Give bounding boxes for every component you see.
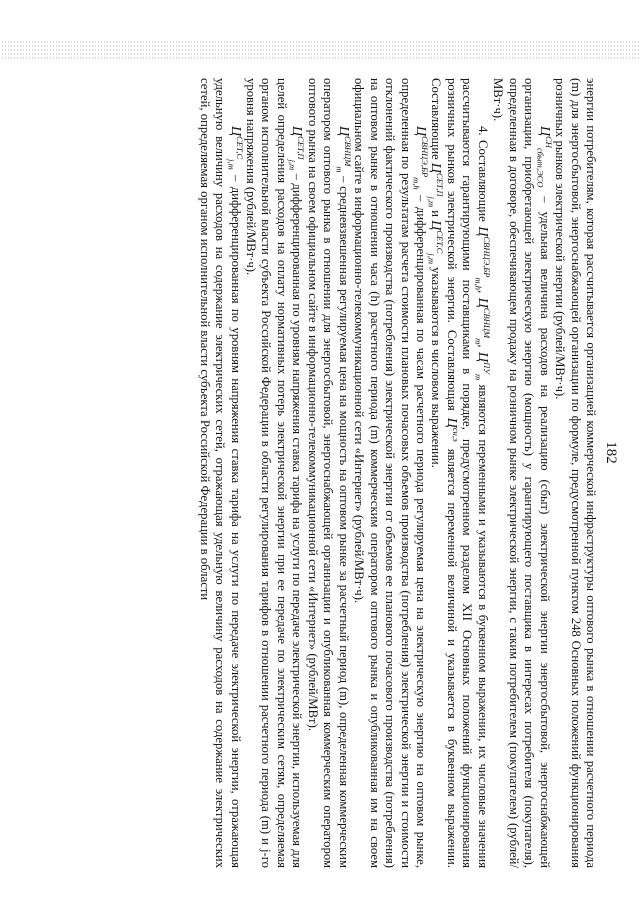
formula-superscript: СЕТ,П bbox=[296, 136, 307, 160]
formula-symbol-base: Ц bbox=[227, 126, 243, 137]
document-body bbox=[196, 78, 598, 868]
formula-symbol bbox=[443, 417, 462, 442]
formula-subscript: j,m bbox=[426, 196, 437, 208]
paragraph bbox=[196, 78, 245, 868]
formula-symbol-base: Ц bbox=[474, 351, 490, 363]
formula-superscript: СН bbox=[543, 136, 554, 148]
formula-subscript: m,h bbox=[473, 277, 484, 291]
paragraph-text: – дифференцированная по часам расчетного периода регулируемая цена на электрическую энергию на оптовом рынке, определенная по результатам расчета стоимости плановых почасовых объемов производства (потребления) электрической энергии и стоимости отклонений фактического производства (потребления) электрической энергии от объемов ее планового почасового производства (потребления) на оптовом рынке в отношении часа (h) расчетного периода (m) коммерческим оператором оптового рынка и опубликованная им на своем официальном сайте в информационно-телекоммуникационной сети «Интернет» (рублей/МВт·ч). bbox=[352, 78, 429, 868]
paragraph-text: 4. Составляющие bbox=[475, 126, 490, 227]
formula-symbol bbox=[535, 126, 554, 188]
formula-superscript: СВНЦМ bbox=[342, 136, 353, 167]
formula-symbol-base: Ц bbox=[443, 417, 459, 428]
formula-symbol bbox=[426, 162, 446, 208]
paragraph-text: – дифференцированная по уровням напряжения ставка тарифа на услуги по передаче электрической энергии, используемая для целей определения расходов на оплату нормативных потерь электрической энергии при ее передаче по электрическим сетям, определяемая органом исполнительной власти субъекта Российской Федерации в области регулирования тарифов в отношении расчетного периода (m) и j-го уровня напряжения (рублей/МВт·ч). bbox=[244, 78, 305, 868]
paragraph-text: , bbox=[475, 344, 490, 352]
formula-symbol bbox=[426, 220, 446, 264]
paragraph-text: являются переменными и указываются в буквенном выражении, их числовые значения рассчитываются гарантирующими поставщиками в порядке, предусмотренном разделом XII Основных положений функционирования розничных рынков электрической энергии. Составляющая bbox=[444, 78, 490, 869]
formula-superscript: сн,э bbox=[451, 427, 462, 442]
formula-superscript: СВНЦЭ,БР bbox=[420, 136, 431, 178]
formula-subscript: m,h bbox=[411, 177, 422, 190]
formula-subscript: j,m bbox=[426, 253, 437, 264]
formula-superscript: СЕТ,П bbox=[435, 173, 446, 197]
formula-subscript: j,m bbox=[226, 159, 237, 170]
paragraph bbox=[490, 78, 552, 868]
paragraph-text: , bbox=[475, 290, 490, 298]
paragraph bbox=[552, 78, 598, 868]
formula-symbol-base: Ц bbox=[536, 126, 552, 137]
paragraph-text: – средневзвешенная регулируемая цена на мощность на оптовом рынке за расчетный период (m), определенная коммерческим оператором оптового рынка в отношении для энергосбытовой, энергоснабжающей организации и опубликованная коммерческим оператором оптового рынка на своем официальном сайте в информационно-телекоммуникационной сети «Интернет» (рублей/МВт). bbox=[305, 78, 351, 868]
paragraph bbox=[426, 78, 493, 869]
page-number: 182 bbox=[603, 441, 619, 464]
scan-binding-dots bbox=[0, 40, 640, 60]
formula-symbol-base: Ц bbox=[428, 162, 444, 174]
paragraph bbox=[351, 78, 431, 868]
formula-subscript: j,m bbox=[287, 159, 298, 171]
formula-symbol-base: Ц bbox=[289, 126, 305, 137]
formula-subscript: m bbox=[334, 166, 345, 173]
paragraph-text: и bbox=[429, 207, 444, 221]
formula-symbol-base: Ц bbox=[428, 220, 444, 231]
formula-symbol bbox=[473, 226, 493, 291]
formula-subscript: сбыт,ЭСО bbox=[535, 147, 546, 188]
formula-superscript: СВНЦЭ,БР bbox=[482, 236, 493, 278]
paragraph-text: является переменной величиной и указывается в буквенном выражении. Составляющие bbox=[429, 78, 459, 869]
formula-symbol-base: Ц bbox=[474, 226, 490, 237]
formula-superscript: ПУ bbox=[482, 362, 493, 374]
paragraph-text: – удельная величина расходов на реализацию (сбыт) электрической энергии энергосбытовой, энергоснабжающей организации, приобретающей электрическую энергию (мощность) у гарантирующего поставщика в интересах потребителя (покупателя), определенная в договоре, обеспечивающем продажу на розничном рынке электрической энергии, с таким потребителем (покупателем) (рублей/МВт·ч). bbox=[491, 78, 552, 868]
formula-subscript: m bbox=[473, 338, 484, 345]
formula-symbol bbox=[411, 126, 431, 190]
formula-symbol bbox=[473, 351, 493, 381]
paragraph-text: энергии потребителям, которая рассчитывается организацией коммерческой инфраструктуры оптового рынка в отношении расчетного периода (m) для энергосбытовой, энергоснабжающей организации по формуле, предусмотренной пунктом 248 Основных положений функционирования розничных рынков электрической энергии (рублей/МВт·ч). bbox=[553, 78, 598, 868]
formula-superscript: СЕТ,С bbox=[435, 230, 446, 254]
formula-symbol bbox=[473, 297, 493, 345]
paragraph-text: указываются в числовом выражении. bbox=[429, 263, 444, 468]
formula-subscript: m bbox=[473, 373, 484, 381]
formula-symbol bbox=[287, 126, 307, 171]
formula-symbol-base: Ц bbox=[413, 126, 429, 137]
paragraph bbox=[243, 78, 305, 868]
formula-symbol-base: Ц bbox=[335, 126, 351, 137]
paragraph-text: – дифференцированная по уровням напряжения ставка тарифа на услуги по передаче электрической энергии, отражающая удельную величину расходов на содержание электрических сетей, отражающая удельную величину расходов на содержание электрических сетей, определяемая органом исполнительной власти субъекта Российской Федерации в области bbox=[197, 78, 243, 868]
formula-symbol bbox=[334, 126, 353, 173]
paragraph bbox=[304, 78, 353, 868]
formula-symbol bbox=[226, 126, 245, 170]
formula-superscript: СЕТ,С bbox=[234, 136, 245, 160]
formula-symbol-base: Ц bbox=[474, 297, 490, 308]
formula-superscript: СВНЦМ bbox=[482, 307, 493, 339]
